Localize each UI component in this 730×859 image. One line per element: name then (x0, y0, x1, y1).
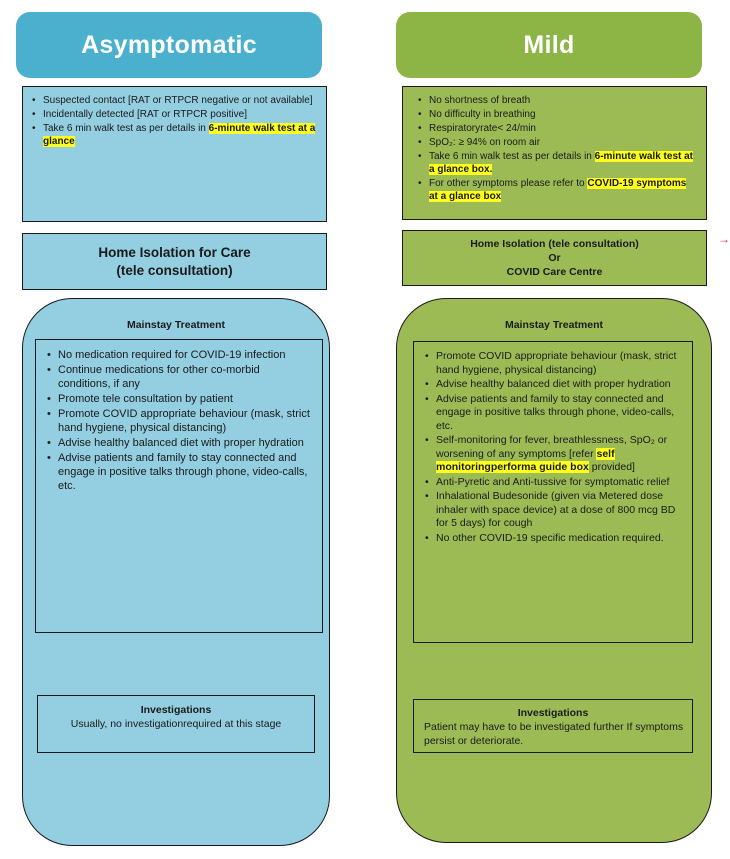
treatment-item: • Promote COVID appropriate behaviour (mask, strict hand hygiene, physical distancing) (424, 350, 682, 377)
treatment-item: • No other COVID-19 specific medication required. (424, 532, 682, 546)
asymptomatic-criterion: • Incidentally detected [RAT or RTPCR positive] (31, 108, 318, 121)
mild-title: Mild (523, 30, 575, 59)
asymptomatic-treatment-list (36, 340, 322, 493)
asymptomatic-title: Asymptomatic (81, 30, 257, 59)
asymptomatic-criteria-box (22, 86, 327, 222)
asymptomatic-mainstay-panel (22, 298, 330, 846)
mild-criterion: • Respiratoryrate< 24/min (417, 122, 696, 135)
walk-test-highlight: 6-minute walk test at a glance box. (429, 151, 693, 175)
treatment-item: • Advise patients and family to stay connected and engage in positive talks through phone, video-calls, etc. (424, 393, 682, 434)
mild-care-line1: Home Isolation (tele consultation) (470, 238, 639, 250)
mild-walk-test: • Take 6 min walk test as per details in 6-minute walk test at a glance box. (417, 150, 696, 176)
asymptomatic-care-box (22, 233, 327, 290)
mild-investigations-box (413, 699, 693, 753)
treatment-item: • Continue medications for other co-morbid conditions, if any (46, 363, 312, 391)
asymptomatic-care-line2: (tele consultation) (116, 262, 233, 278)
mild-criteria-box (402, 86, 707, 220)
mild-mainstay-panel (396, 298, 712, 843)
mild-investigations-text: Patient may have to be investigated further If symptoms persist or deteriorate. (424, 721, 684, 747)
asymptomatic-investigations-title: Investigations (140, 704, 212, 716)
mild-mainstay-title: Mainstay Treatment (504, 319, 604, 331)
symptoms-glance-highlight: COVID-19 symptoms at a glance box (429, 178, 687, 202)
asymptomatic-care-line1: Home Isolation for Care (98, 244, 251, 260)
asymptomatic-criteria-list (23, 87, 326, 148)
treatment-item: • No medication required for COVID-19 infection (46, 348, 312, 362)
asymptomatic-header (16, 12, 322, 78)
treatment-item: • Advise healthy balanced diet with proper hydration (46, 436, 312, 450)
mild-care-line3: COVID Care Centre (506, 266, 603, 278)
treatment-item: • Inhalational Budesonide (given via Metered dose inhaler with space device) at a dose of 800 mcg BD for 5 days) for cough (424, 490, 682, 531)
treatment-item-self-monitoring: • Self-monitoring for fever, breathlessness, SpO₂ or worsening of any symptoms [refer self monitoringperforma guide box provided] (424, 434, 682, 475)
asymptomatic-walk-test: • Take 6 min walk test as per details in 6-minute walk test at a glance (31, 122, 318, 148)
mild-criteria-list (403, 87, 706, 203)
asymptomatic-mainstay-title: Mainstay Treatment (126, 319, 226, 331)
mild-criterion: • No difficulty in breathing (417, 108, 696, 121)
mild-treatment-box (413, 341, 693, 643)
walk-test-highlight: 6-minute walk test at a glance (43, 123, 316, 147)
treatment-item: • Anti-Pyretic and Anti-tussive for symptomatic relief (424, 476, 682, 490)
mild-other-symptoms: • For other symptoms please refer to COVID-19 symptoms at a glance box (417, 177, 696, 203)
asymptomatic-criterion: • Suspected contact [RAT or RTPCR negative or not available] (31, 94, 318, 107)
mild-care-line2: Or (548, 252, 561, 264)
treatment-item: • Advise healthy balanced diet with proper hydration (424, 378, 682, 392)
asymptomatic-investigations-text: Usually, no investigationrequired at this stage (70, 718, 282, 730)
mild-treatment-list (414, 342, 692, 545)
mild-header (396, 12, 702, 78)
treatment-item: • Promote COVID appropriate behaviour (mask, strict hand hygiene, physical distancing) (46, 407, 312, 435)
mild-criterion: • SpO₂: ≥ 94% on room air (417, 136, 696, 149)
treatment-item: • Advise patients and family to stay connected and engage in positive talks through phone, video-calls, etc. (46, 451, 312, 493)
mild-criterion: • No shortness of breath (417, 94, 696, 107)
treatment-item: • Promote tele consultation by patient (46, 392, 312, 406)
mild-investigations-title: Investigations (517, 707, 589, 719)
asymptomatic-investigations-box (37, 695, 315, 753)
arrow-icon: → (718, 232, 730, 246)
asymptomatic-treatment-box (35, 339, 323, 633)
self-monitoring-highlight: self monitoringperforma guide box (436, 447, 615, 473)
mild-care-box (402, 230, 707, 286)
